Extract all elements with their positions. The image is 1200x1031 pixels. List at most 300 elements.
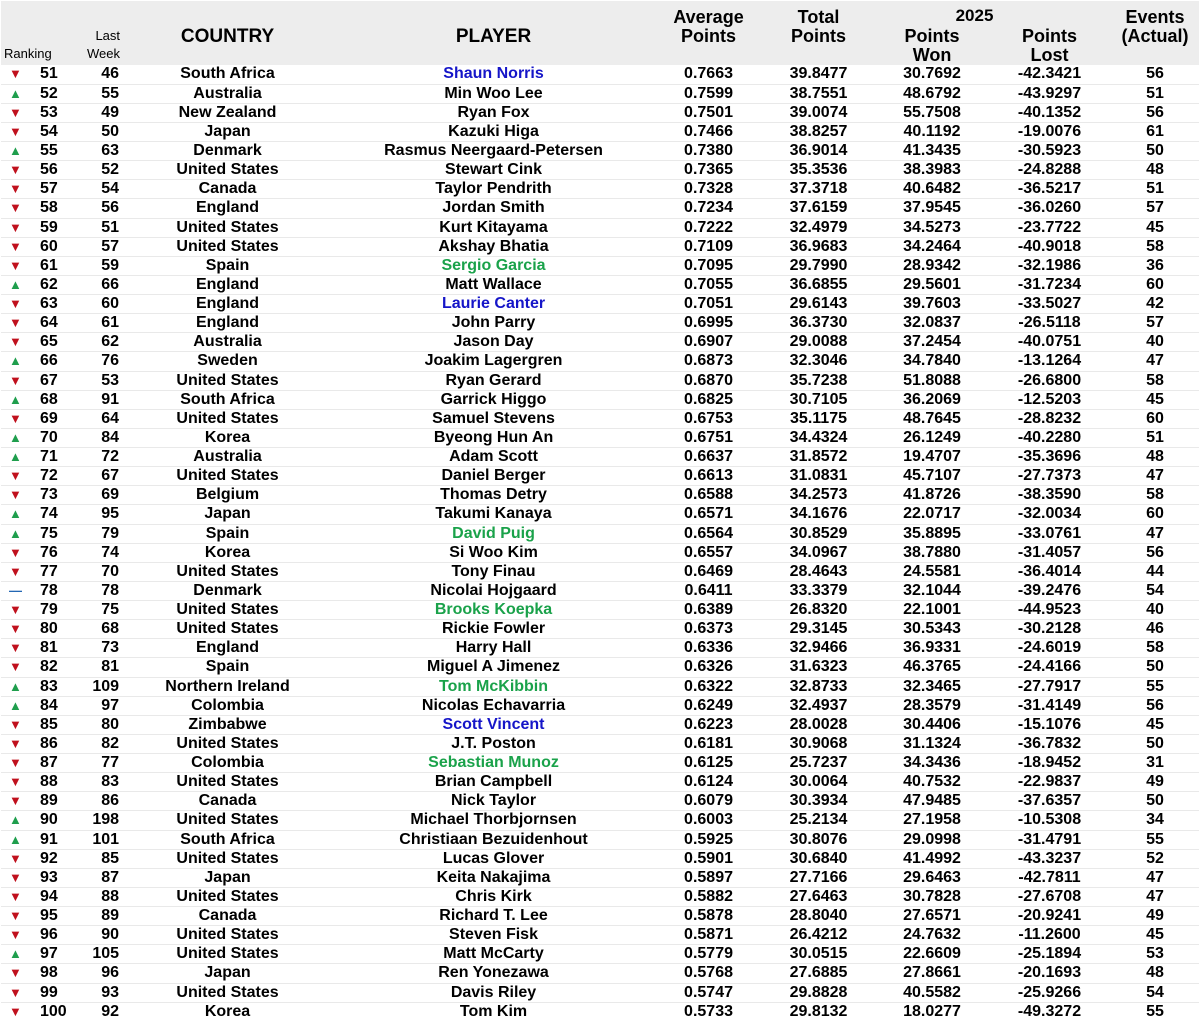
points-won-cell: 40.7532 (876, 773, 988, 792)
table-row[interactable] (1, 467, 1199, 486)
events-cell: 50 (1111, 792, 1199, 811)
player-cell: David Puig (331, 524, 656, 543)
total-points-cell: 35.7238 (761, 371, 876, 390)
total-points-cell: 36.3730 (761, 314, 876, 333)
table-row[interactable] (1, 103, 1199, 122)
events-cell: 40 (1111, 333, 1199, 352)
player-cell: Matt Wallace (331, 275, 656, 294)
arrow-down-icon: ▼ (9, 66, 22, 82)
last-week-cell: 79 (60, 524, 124, 543)
table-row[interactable] (1, 945, 1199, 964)
no-change-icon: — (1, 581, 38, 600)
total-points-cell: 32.9466 (761, 639, 876, 658)
last-week-header[interactable]: Last Week (60, 1, 124, 65)
arrow-up-icon: ▲ (1, 142, 38, 161)
points-lost-cell: -27.6708 (988, 887, 1111, 906)
average-points-header[interactable]: Average Points (656, 1, 761, 65)
rank-cell: 77 (38, 562, 60, 581)
points-lost-cell: -20.9241 (988, 907, 1111, 926)
table-row[interactable] (1, 887, 1199, 906)
table-row[interactable] (1, 792, 1199, 811)
total-points-cell: 29.8132 (761, 1002, 876, 1021)
player-cell: Tom McKibbin (331, 677, 656, 696)
events-cell: 54 (1111, 581, 1199, 600)
points-lost-cell: -32.1986 (988, 256, 1111, 275)
country-cell: United States (124, 218, 331, 237)
table-row[interactable] (1, 581, 1199, 600)
arrow-down-icon: ▼ (1, 620, 38, 639)
table-row[interactable] (1, 295, 1199, 314)
table-row[interactable] (1, 65, 1199, 84)
points-lost-cell: -24.8288 (988, 161, 1111, 180)
arrow-down-icon: ▼ (1, 409, 38, 428)
country-cell: Japan (124, 964, 331, 983)
points-lost-cell: -31.4057 (988, 543, 1111, 562)
arrow-down-icon: ▼ (1, 122, 38, 141)
points-won-cell: 41.4992 (876, 849, 988, 868)
player-cell: Thomas Detry (331, 486, 656, 505)
points-won-cell: 22.1001 (876, 601, 988, 620)
arrow-up-icon: ▲ (1, 696, 38, 715)
player-cell: Garrick Higgo (331, 390, 656, 409)
total-points-cell: 30.6840 (761, 849, 876, 868)
average-points-cell: 0.6223 (656, 715, 761, 734)
points-won-cell: 41.3435 (876, 142, 988, 161)
events-cell: 36 (1111, 256, 1199, 275)
player-cell: Taylor Pendrith (331, 180, 656, 199)
average-points-cell: 0.5768 (656, 964, 761, 983)
arrow-up-icon: ▲ (1, 811, 38, 830)
table-row[interactable] (1, 84, 1199, 103)
table-row[interactable] (1, 237, 1199, 256)
table-row[interactable] (1, 505, 1199, 524)
country-cell: Korea (124, 428, 331, 447)
average-points-cell: 0.5897 (656, 868, 761, 887)
average-points-cell: 0.6907 (656, 333, 761, 352)
rank-cell: 99 (38, 983, 60, 1002)
total-points-cell: 32.8733 (761, 677, 876, 696)
points-won-cell: 38.7880 (876, 543, 988, 562)
points-lost-cell: -43.9297 (988, 84, 1111, 103)
table-row[interactable] (1, 199, 1199, 218)
points-lost-cell: -10.5308 (988, 811, 1111, 830)
table-row[interactable] (1, 275, 1199, 294)
average-points-cell: 0.6751 (656, 428, 761, 447)
events-cell: 46 (1111, 620, 1199, 639)
table-row[interactable] (1, 964, 1199, 983)
total-points-cell: 26.4212 (761, 926, 876, 945)
player-cell: Samuel Stevens (331, 409, 656, 428)
points-won-header[interactable]: Points Won (876, 1, 988, 65)
arrow-down-icon: ▼ (1, 734, 38, 753)
arrow-down-icon: ▼ (1, 849, 38, 868)
events-cell: 44 (1111, 562, 1199, 581)
total-points-cell: 37.3718 (761, 180, 876, 199)
last-week-cell: 77 (60, 754, 124, 773)
points-won-cell: 30.4406 (876, 715, 988, 734)
points-lost-cell: -11.2600 (988, 926, 1111, 945)
arrow-down-icon: ▼ (1, 887, 38, 906)
average-points-cell: 0.7663 (684, 65, 733, 83)
table-row[interactable] (1, 658, 1199, 677)
arrow-up-icon: ▲ (1, 275, 38, 294)
last-week-cell: 54 (60, 180, 124, 199)
average-points-cell: 0.7055 (656, 275, 761, 294)
total-points-cell: 34.1676 (761, 505, 876, 524)
events-cell: 45 (1111, 715, 1199, 734)
total-points-cell: 30.7105 (761, 390, 876, 409)
last-week-cell: 76 (60, 352, 124, 371)
events-cell: 45 (1111, 218, 1199, 237)
total-points-cell: 35.3536 (761, 161, 876, 180)
country-cell: Northern Ireland (124, 677, 331, 696)
points-won-cell: 27.8661 (876, 964, 988, 983)
events-cell: 58 (1111, 237, 1199, 256)
total-points-cell: 30.0515 (761, 945, 876, 964)
table-row[interactable] (1, 486, 1199, 505)
table-row[interactable] (1, 1002, 1199, 1021)
events-cell: 60 (1111, 275, 1199, 294)
points-lost-cell: -20.1693 (988, 964, 1111, 983)
total-points-cell: 30.8076 (761, 830, 876, 849)
table-row[interactable] (1, 524, 1199, 543)
player-cell: Stewart Cink (331, 161, 656, 180)
last-week-cell: 78 (60, 581, 124, 600)
table-row[interactable] (1, 734, 1199, 753)
arrow-down-icon: ▼ (1, 562, 38, 581)
country-cell: United States (124, 409, 331, 428)
country-cell: England (124, 295, 331, 314)
average-points-cell: 0.5733 (656, 1002, 761, 1021)
average-points-cell: 0.7095 (656, 256, 761, 275)
events-cell: 51 (1111, 428, 1199, 447)
table-row[interactable] (1, 907, 1199, 926)
points-won-cell: 34.5273 (876, 218, 988, 237)
table-row[interactable] (1, 428, 1199, 447)
total-points-cell: 39.0074 (761, 103, 876, 122)
average-points-cell: 0.6249 (656, 696, 761, 715)
points-won-cell: 40.1192 (876, 122, 988, 141)
points-won-cell: 29.0998 (876, 830, 988, 849)
country-cell: Colombia (124, 696, 331, 715)
last-week-cell: 59 (60, 256, 124, 275)
rank-cell: 55 (38, 142, 60, 161)
rank-cell: 91 (38, 830, 60, 849)
points-won-cell: 30.7828 (876, 887, 988, 906)
points-won-cell: 28.3579 (876, 696, 988, 715)
player-cell: Davis Riley (331, 983, 656, 1002)
last-week-cell: 53 (60, 371, 124, 390)
rank-cell: 66 (38, 352, 60, 371)
events-cell: 42 (1111, 295, 1199, 314)
last-week-cell: 93 (60, 983, 124, 1002)
points-lost-cell: -36.0260 (988, 199, 1111, 218)
player-cell: Matt McCarty (331, 945, 656, 964)
year-label: 2025 (955, 6, 994, 25)
last-week-cell: 73 (60, 639, 124, 658)
table-row[interactable] (1, 715, 1199, 734)
player-cell: Takumi Kanaya (331, 505, 656, 524)
total-points-cell: 37.6159 (761, 199, 876, 218)
total-points-cell: 30.9068 (761, 734, 876, 753)
points-won-cell: 47.9485 (876, 792, 988, 811)
country-header[interactable]: COUNTRY (124, 1, 331, 65)
points-won-cell: 40.5582 (876, 983, 988, 1002)
player-cell: Kazuki Higa (331, 122, 656, 141)
average-points-cell: 0.7501 (656, 103, 761, 122)
country-cell: Colombia (124, 754, 331, 773)
table-row[interactable] (1, 352, 1199, 371)
rank-cell: 85 (38, 715, 60, 734)
arrow-down-icon: ▼ (1, 792, 38, 811)
table-row[interactable] (1, 256, 1199, 275)
average-points-cell: 0.6870 (656, 371, 761, 390)
points-lost-cell: -37.6357 (988, 792, 1111, 811)
table-row[interactable] (1, 601, 1199, 620)
table-row[interactable] (1, 830, 1199, 849)
rank-cell: 71 (38, 448, 60, 467)
points-won-cell: 26.1249 (876, 428, 988, 447)
points-lost-header[interactable]: 2025 Points Lost (988, 1, 1111, 65)
average-points-cell: 0.6336 (656, 639, 761, 658)
country-cell: United States (124, 887, 331, 906)
average-points-cell: 0.6995 (656, 314, 761, 333)
ranking-header[interactable]: Ranking (1, 1, 60, 65)
points-won-cell: 48.7645 (876, 409, 988, 428)
last-week-cell: 62 (60, 333, 124, 352)
rank-cell: 93 (38, 868, 60, 887)
total-points-cell: 32.4979 (761, 218, 876, 237)
points-lost-cell: -42.7811 (988, 868, 1111, 887)
average-points-cell: 0.6003 (656, 811, 761, 830)
last-week-cell: 81 (60, 658, 124, 677)
table-row[interactable] (1, 161, 1199, 180)
total-points-cell: 27.6463 (761, 887, 876, 906)
rank-cell: 72 (38, 467, 60, 486)
points-lost-cell: -42.3421 (1017, 65, 1082, 83)
country-cell: United States (124, 734, 331, 753)
average-points-cell: 0.6588 (656, 486, 761, 505)
average-points-cell: 0.6181 (656, 734, 761, 753)
table-row[interactable] (1, 773, 1199, 792)
last-week-cell: 67 (60, 467, 124, 486)
total-points-cell: 29.0088 (761, 333, 876, 352)
arrow-down-icon: ▼ (1, 161, 38, 180)
last-week-cell: 75 (60, 601, 124, 620)
table-row[interactable] (1, 314, 1199, 333)
player-cell: Jason Day (331, 333, 656, 352)
points-won-cell: 37.9545 (876, 199, 988, 218)
table-row[interactable] (1, 409, 1199, 428)
points-won-cell: 30.5343 (876, 620, 988, 639)
rank-cell: 76 (38, 543, 60, 562)
points-lost-cell: -30.2128 (988, 620, 1111, 639)
points-lost-cell: -33.5027 (988, 295, 1111, 314)
events-cell: 45 (1111, 926, 1199, 945)
arrow-down-icon: ▼ (1, 983, 38, 1002)
arrow-up-icon: ▲ (1, 428, 38, 447)
country-cell: Canada (124, 180, 331, 199)
total-points-cell: 31.6323 (761, 658, 876, 677)
points-won-cell: 55.7508 (876, 103, 988, 122)
last-week-cell: 92 (60, 1002, 124, 1021)
rankings-table (1, 1, 1199, 1021)
average-points-cell: 0.6613 (656, 467, 761, 486)
country-cell: Spain (124, 658, 331, 677)
points-lost-cell: -27.7917 (988, 677, 1111, 696)
last-week-cell: 64 (60, 409, 124, 428)
rank-cell: 53 (38, 103, 60, 122)
table-row[interactable] (1, 868, 1199, 887)
events-cell: 48 (1111, 161, 1199, 180)
rank-cell: 67 (38, 371, 60, 390)
table-row[interactable] (1, 218, 1199, 237)
average-points-cell: 0.5882 (656, 887, 761, 906)
events-cell: 47 (1111, 524, 1199, 543)
points-lost-cell: -13.1264 (988, 352, 1111, 371)
points-lost-cell: -26.5118 (988, 314, 1111, 333)
rank-cell: 92 (38, 849, 60, 868)
points-lost-cell: -25.1894 (988, 945, 1111, 964)
player-cell: Sebastian Munoz (331, 754, 656, 773)
last-week-cell: 52 (60, 161, 124, 180)
table-row[interactable] (1, 811, 1199, 830)
average-points-cell: 0.6124 (656, 773, 761, 792)
rank-cell: 98 (38, 964, 60, 983)
last-week-cell: 84 (60, 428, 124, 447)
points-lost-cell: -33.0761 (988, 524, 1111, 543)
total-points-cell: 36.9014 (761, 142, 876, 161)
average-points-cell: 0.7466 (656, 122, 761, 141)
points-lost-cell: -12.5203 (988, 390, 1111, 409)
arrow-down-icon: ▼ (1, 715, 38, 734)
table-row[interactable] (1, 448, 1199, 467)
points-won-cell: 51.8088 (876, 371, 988, 390)
table-row[interactable] (1, 983, 1199, 1002)
last-week-cell: 90 (60, 926, 124, 945)
player-cell: Brooks Koepka (331, 601, 656, 620)
last-week-cell: 86 (60, 792, 124, 811)
player-header[interactable]: PLAYER (331, 1, 656, 65)
total-points-cell: 28.0028 (761, 715, 876, 734)
arrow-down-icon: ▼ (1, 199, 38, 218)
last-week-cell: 63 (60, 142, 124, 161)
average-points-cell: 0.6079 (656, 792, 761, 811)
points-lost-cell: -31.4149 (988, 696, 1111, 715)
country-cell: New Zealand (124, 103, 331, 122)
last-week-cell: 82 (60, 734, 124, 753)
total-points-cell: 25.7237 (761, 754, 876, 773)
total-points-cell: 29.6143 (761, 295, 876, 314)
table-row[interactable] (1, 677, 1199, 696)
table-row[interactable] (1, 754, 1199, 773)
rank-cell: 80 (38, 620, 60, 639)
last-week-cell: 83 (60, 773, 124, 792)
points-lost-cell: -40.0751 (988, 333, 1111, 352)
last-week-cell: 105 (60, 945, 124, 964)
country-cell: South Africa (180, 65, 275, 83)
table-row[interactable] (1, 562, 1199, 581)
last-week-cell: 57 (60, 237, 124, 256)
country-cell: Australia (124, 84, 331, 103)
points-lost-cell: -27.7373 (988, 467, 1111, 486)
rank-cell: 54 (38, 122, 60, 141)
points-lost-cell: -39.2476 (988, 581, 1111, 600)
points-won-cell: 41.8726 (876, 486, 988, 505)
last-week-cell: 68 (60, 620, 124, 639)
events-cell: 58 (1111, 486, 1199, 505)
player-cell: Steven Fisk (331, 926, 656, 945)
country-cell: United States (124, 562, 331, 581)
table-row[interactable] (1, 390, 1199, 409)
events-cell: 58 (1111, 639, 1199, 658)
total-points-cell: 34.4324 (761, 428, 876, 447)
points-lost-cell: -15.1076 (988, 715, 1111, 734)
country-cell: Australia (124, 333, 331, 352)
table-row[interactable] (1, 620, 1199, 639)
table-row[interactable] (1, 180, 1199, 199)
total-points-header[interactable]: Total Points (761, 1, 876, 65)
average-points-cell: 0.5878 (656, 907, 761, 926)
points-won-cell: 24.5581 (876, 562, 988, 581)
table-row[interactable] (1, 696, 1199, 715)
events-cell: 51 (1111, 180, 1199, 199)
table-row[interactable] (1, 543, 1199, 562)
rank-cell: 62 (38, 275, 60, 294)
country-cell: Korea (124, 1002, 331, 1021)
last-week-cell: 49 (60, 103, 124, 122)
player-cell: Byeong Hun An (331, 428, 656, 447)
events-cell: 53 (1111, 945, 1199, 964)
table-row[interactable] (1, 333, 1199, 352)
events-cell: 56 (1111, 103, 1199, 122)
average-points-cell: 0.6411 (656, 581, 761, 600)
table-row[interactable] (1, 926, 1199, 945)
last-week-cell: 74 (60, 543, 124, 562)
average-points-cell: 0.6326 (656, 658, 761, 677)
rank-cell: 96 (38, 926, 60, 945)
rank-cell: 100 (40, 1002, 67, 1020)
country-cell: Denmark (124, 142, 331, 161)
total-points-cell: 34.0967 (761, 543, 876, 562)
points-won-cell: 34.2464 (876, 237, 988, 256)
last-week-cell: 51 (60, 218, 124, 237)
country-cell: United States (124, 849, 331, 868)
table-row[interactable] (1, 122, 1199, 141)
last-week-cell: 101 (60, 830, 124, 849)
table-row[interactable] (1, 371, 1199, 390)
rank-cell: 64 (38, 314, 60, 333)
player-cell: Shaun Norris (443, 65, 544, 83)
points-lost-cell: -24.6019 (988, 639, 1111, 658)
arrow-down-icon: ▼ (1, 237, 38, 256)
last-week-cell: 50 (60, 122, 124, 141)
events-header[interactable]: Events (Actual) (1111, 1, 1199, 65)
rank-cell: 78 (38, 581, 60, 600)
player-cell: Sergio Garcia (331, 256, 656, 275)
table-row[interactable] (1, 639, 1199, 658)
player-cell: J.T. Poston (331, 734, 656, 753)
average-points-cell: 0.7365 (656, 161, 761, 180)
arrow-down-icon: ▼ (1, 256, 38, 275)
arrow-down-icon: ▼ (1, 639, 38, 658)
total-points-cell: 28.8040 (761, 907, 876, 926)
table-row[interactable] (1, 849, 1199, 868)
table-row[interactable] (1, 142, 1199, 161)
arrow-down-icon: ▼ (1, 868, 38, 887)
average-points-cell: 0.5901 (656, 849, 761, 868)
rank-cell: 51 (40, 65, 58, 83)
